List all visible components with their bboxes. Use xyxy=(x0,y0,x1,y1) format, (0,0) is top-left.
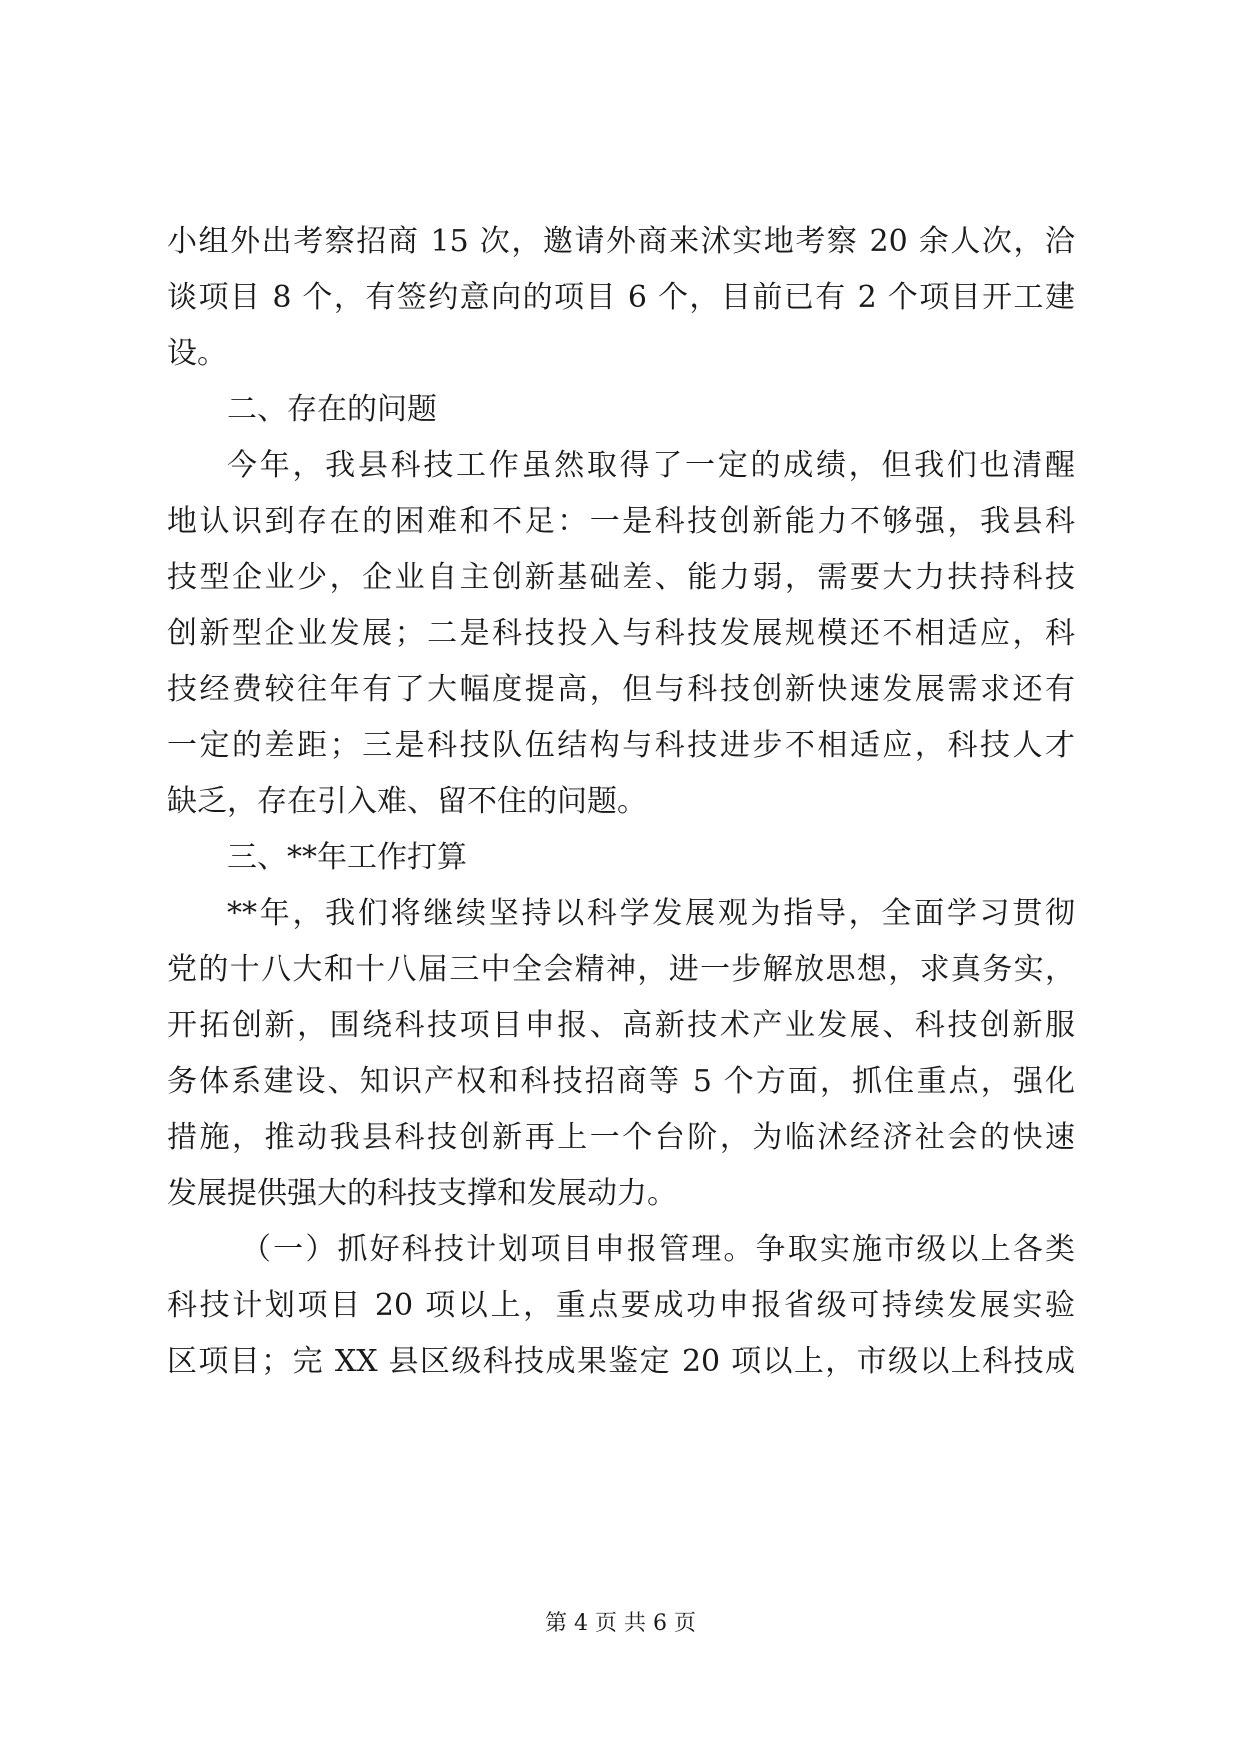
body-line: 技经费较往年有了大幅度提高，但与科技创新快速发展需求还有 xyxy=(167,672,1075,707)
body-line: 一定的差距；三是科技队伍结构与科技进步不相适应，科技人才 xyxy=(167,728,1075,763)
body-line: 小组外出考察招商 15 次，邀请外商来沭实地考察 20 余人次，洽 xyxy=(167,224,1075,259)
page-footer: 第 4 页 共 6 页 xyxy=(545,1611,696,1636)
body-line: 科技计划项目 20 项以上，重点要成功申报省级可持续发展实验 xyxy=(167,1288,1075,1323)
body-line: 地认识到存在的困难和不足：一是科技创新能力不够强，我县科 xyxy=(167,504,1075,539)
body-line: 发展提供强大的科技支撑和发展动力。 xyxy=(167,1176,677,1211)
section-heading: 三、**年工作打算 xyxy=(227,840,467,875)
body-line: 务体系建设、知识产权和科技招商等 5 个方面，抓住重点，强化 xyxy=(167,1064,1075,1099)
section-heading: 二、存在的问题 xyxy=(227,392,437,427)
subsection-line: （一）抓好科技计划项目申报管理。争取实施市级以上各类 xyxy=(241,1232,1075,1267)
body-line: 技型企业少，企业自主创新基础差、能力弱，需要大力扶持科技 xyxy=(167,560,1075,595)
body-line: 设。 xyxy=(167,336,227,371)
body-line: 创新型企业发展；二是科技投入与科技发展规模还不相适应，科 xyxy=(167,616,1075,651)
body-line: 开拓创新，围绕科技项目申报、高新技术产业发展、科技创新服 xyxy=(167,1008,1075,1043)
body-line: 区项目；完 XX 县区级科技成果鉴定 20 项以上，市级以上科技成 xyxy=(167,1344,1075,1379)
body-line: **年，我们将继续坚持以科学发展观为指导，全面学习贯彻 xyxy=(227,896,1075,931)
body-line: 谈项目 8 个，有签约意向的项目 6 个，目前已有 2 个项目开工建 xyxy=(167,280,1075,315)
body-line: 党的十八大和十八届三中全会精神，进一步解放思想，求真务实， xyxy=(167,952,1075,987)
body-line: 今年，我县科技工作虽然取得了一定的成绩，但我们也清醒 xyxy=(227,448,1075,483)
body-line: 措施，推动我县科技创新再上一个台阶，为临沭经济社会的快速 xyxy=(167,1120,1075,1155)
body-line: 缺乏，存在引入难、留不住的问题。 xyxy=(167,784,647,819)
